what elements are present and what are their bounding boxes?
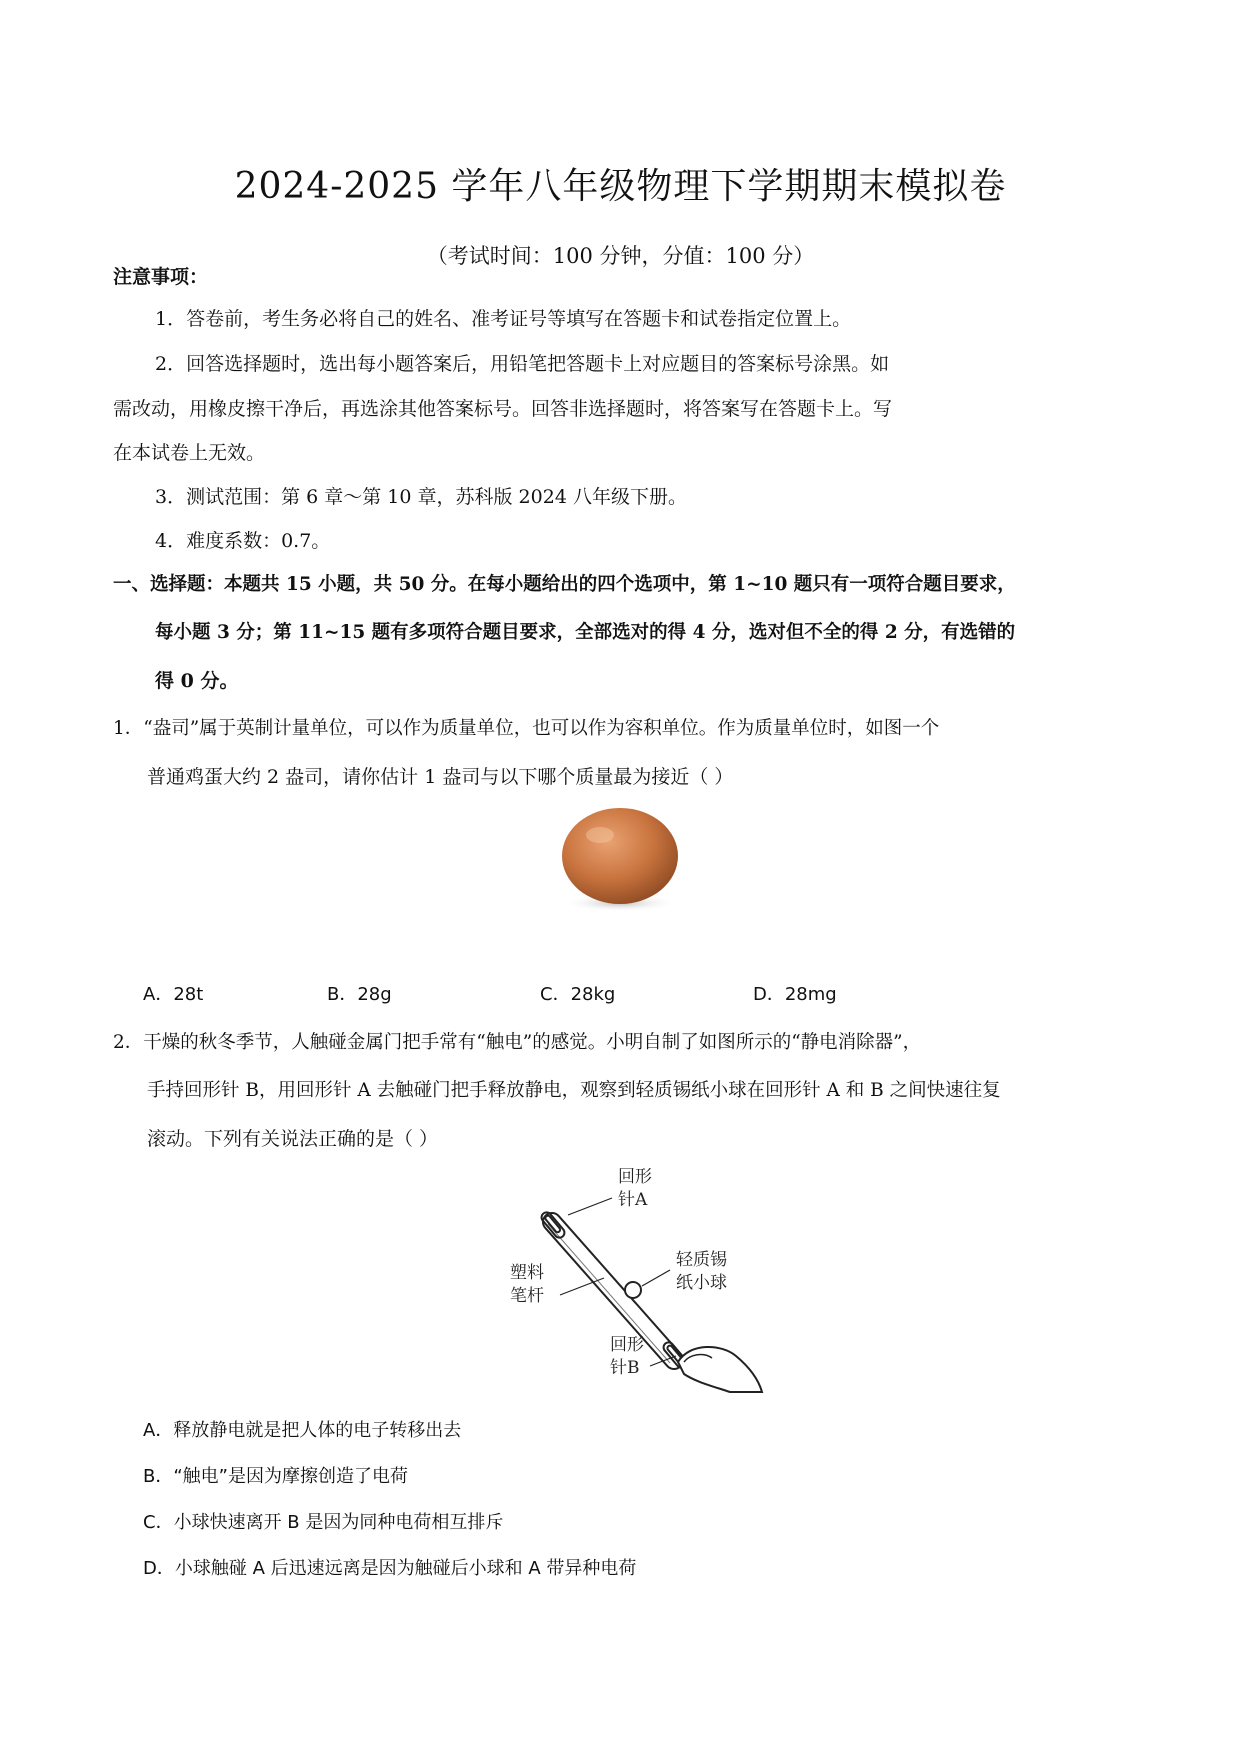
leader-line (642, 1270, 670, 1286)
question-2-option-c: C．小球快速离开 B 是因为同种电荷相互排斥 (143, 1512, 504, 1533)
notice-item: 2．回答选择题时，选出每小题答案后，用铅笔把答题卡上对应题目的答案标号涂黑。如 (155, 353, 890, 375)
question-1-stem: 普通鸡蛋大约 2 盎司，请你估计 1 盎司与以下哪个质量最为接近（ ） (147, 766, 734, 788)
section-heading: 每小题 3 分；第 11~15 题有多项符合题目要求，全部选对的得 4 分，选对但不全的得 2 分，有选错的 (155, 622, 1016, 643)
question-2-stem: 手持回形针 B，用回形针 A 去触碰门把手释放静电，观察到轻质锡纸小球在回形针 A 和 B 之间快速往复 (147, 1080, 1001, 1101)
label-clip-b: 针B (610, 1358, 640, 1378)
notice-item: 在本试卷上无效。 (113, 442, 266, 464)
question-2-option-b: B．“触电”是因为摩擦创造了电荷 (143, 1466, 408, 1487)
label-clip-b: 回形 (610, 1335, 644, 1355)
section-heading: 得 0 分。 (155, 670, 239, 692)
label-ball: 轻质锡 (676, 1250, 727, 1270)
question-2-option-d: D．小球触碰 A 后迅速远离是因为触碰后小球和 A 带异种电荷 (143, 1558, 637, 1579)
page-title: 2024-2025 学年八年级物理下学期期末模拟卷 (234, 166, 1007, 207)
exam-info: （考试时间：100 分钟，分值：100 分） (426, 244, 815, 268)
egg-figure (555, 800, 685, 915)
question-1-option-c: C．28kg (540, 984, 616, 1005)
question-1-stem: 1．“盎司”属于英制计量单位，可以作为质量单位，也可以作为容积单位。作为质量单位时，如图一个 (113, 718, 940, 739)
static-eliminator-figure (500, 1160, 770, 1395)
foil-ball (625, 1282, 641, 1298)
question-1-option-b: B．28g (327, 984, 392, 1005)
question-2-stem: 滚动。下列有关说法正确的是（ ） (147, 1128, 439, 1150)
notice-heading: 注意事项： (113, 266, 209, 288)
question-1-option-d: D．28mg (753, 984, 837, 1005)
label-rod: 塑料 (510, 1263, 544, 1283)
label-clip-a: 针A (618, 1190, 648, 1210)
notice-item: 需改动，用橡皮擦干净后，再选涂其他答案标号。回答非选择题时，将答案写在答题卡上。写 (113, 398, 893, 420)
label-rod: 笔杆 (510, 1286, 544, 1306)
notice-item: 1．答卷前，考生务必将自己的姓名、准考证号等填写在答题卡和试卷指定位置上。 (155, 308, 852, 330)
leader-line (568, 1198, 612, 1215)
finger (678, 1347, 762, 1392)
question-2-stem: 2．干燥的秋冬季节，人触碰金属门把手常有“触电”的感觉。小明自制了如图所示的“静电消除器”， (113, 1032, 922, 1053)
section-heading: 一、选择题：本题共 15 小题，共 50 分。在每小题给出的四个选项中，第 1~10 题只有一项符合题目要求， (113, 574, 1016, 595)
notice-item: 4．难度系数：0.7。 (155, 530, 331, 552)
question-2-option-a: A．释放静电就是把人体的电子转移出去 (143, 1420, 462, 1441)
notice-item: 3．测试范围：第 6 章～第 10 章，苏科版 2024 八年级下册。 (155, 486, 687, 508)
question-1-option-a: A．28t (143, 984, 204, 1005)
label-ball: 纸小球 (676, 1273, 727, 1293)
label-clip-a: 回形 (618, 1167, 652, 1187)
